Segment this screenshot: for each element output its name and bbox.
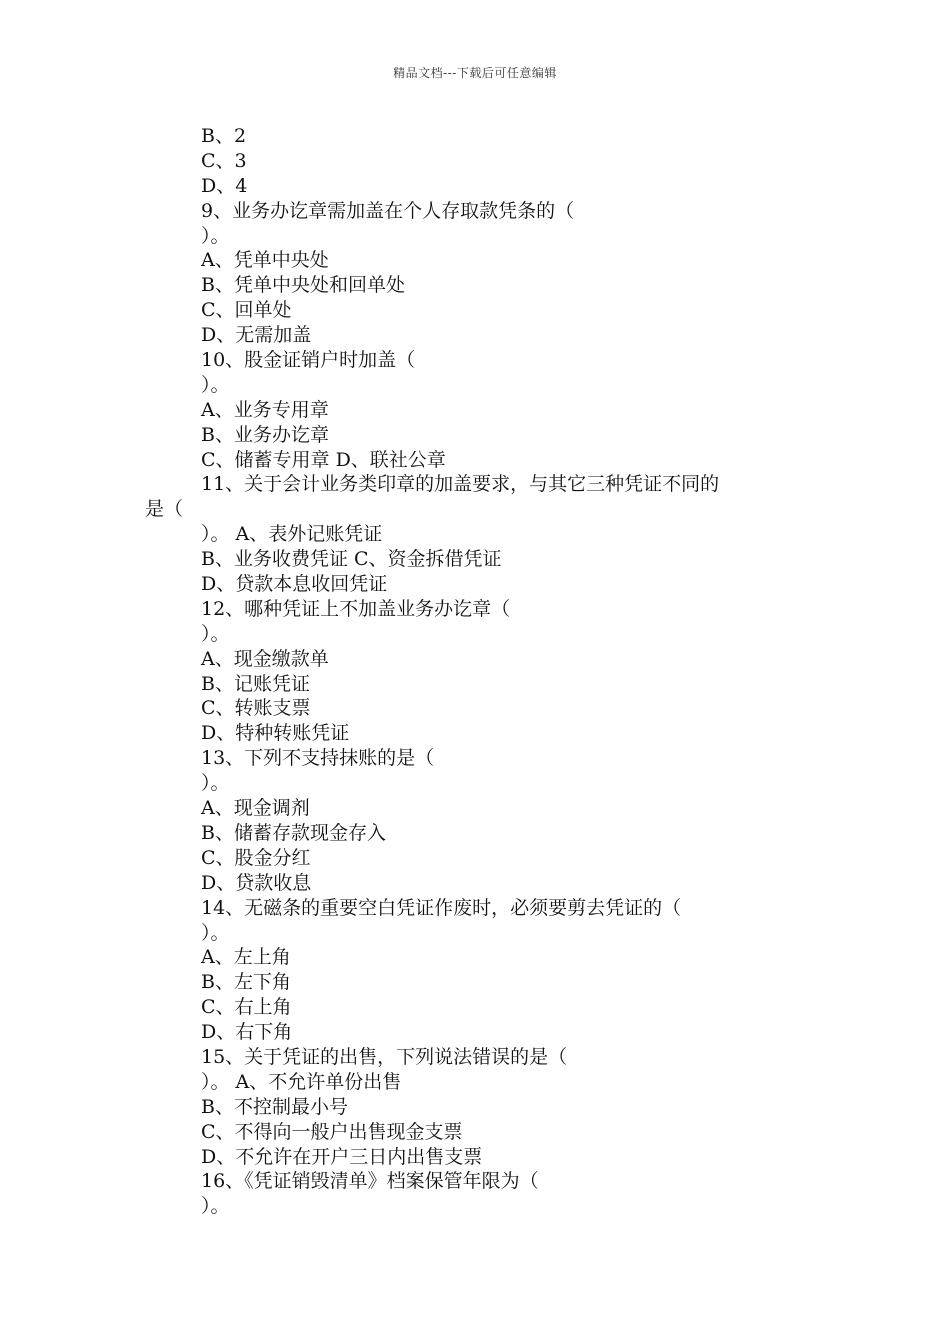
text-line: ）。	[201, 921, 230, 944]
text-line: ）。	[201, 772, 230, 795]
text-line: B、不控制最小号	[201, 1095, 348, 1118]
text-line: 11、关于会计业务类印章的加盖要求，与其它三种凭证不同的	[201, 473, 720, 496]
text-line: ）。	[201, 622, 230, 645]
text-line: ）。 A、不允许单份出售	[201, 1070, 402, 1093]
text-line: A、现金调剂	[201, 797, 310, 820]
text-line: D、不允许在开户三日内出售支票	[201, 1145, 483, 1168]
text-line: ）。 A、表外记账凭证	[201, 523, 383, 546]
text-line: 16、《凭证销毁清单》档案保管年限为（	[201, 1170, 539, 1193]
text-line: B、左下角	[201, 971, 291, 994]
text-line: C、右上角	[201, 996, 292, 1019]
text-line: C、不得向一般户出售现金支票	[201, 1120, 463, 1143]
text-line: C、回单处	[201, 299, 292, 322]
text-line: B、2	[201, 125, 247, 147]
text-line: 10、股金证销户时加盖（	[201, 349, 416, 372]
text-line: A、凭单中央处	[201, 249, 329, 272]
text-line: 9、业务办讫章需加盖在个人存取款凭条的（	[201, 199, 575, 222]
text-line: B、储蓄存款现金存入	[201, 821, 386, 844]
text-line: A、左上角	[201, 946, 291, 969]
document-body	[145, 124, 825, 1219]
text-line: D、无需加盖	[201, 324, 312, 347]
text-line: D、贷款收息	[201, 871, 312, 894]
text-line: D、特种转账凭证	[201, 722, 350, 745]
text-line: B、业务收费凭证 C、资金拆借凭证	[201, 548, 502, 571]
text-line: 是（	[145, 498, 184, 521]
text-line: A、业务专用章	[201, 398, 329, 421]
text-line: C、转账支票	[201, 697, 311, 720]
text-line: B、业务办讫章	[201, 423, 329, 446]
text-line: C、储蓄专用章 D、联社公章	[201, 448, 446, 471]
text-line: 13、下列不支持抹账的是（	[201, 747, 435, 770]
text-line: 12、哪种凭证上不加盖业务办讫章（	[201, 597, 511, 620]
text-line: ）。	[201, 373, 230, 396]
text-line: D、4	[201, 174, 248, 197]
text-line: C、3	[201, 149, 247, 172]
text-line: D、右下角	[201, 1021, 293, 1044]
text-line: B、记账凭证	[201, 672, 310, 695]
page-header: 精品文档---下载后可任意编辑	[393, 66, 557, 80]
text-line: ）。	[201, 224, 230, 247]
text-line: D、贷款本息收回凭证	[201, 573, 388, 596]
text-line: ）。	[201, 1195, 230, 1218]
text-line: A、现金缴款单	[201, 647, 329, 670]
text-line: B、凭单中央处和回单处	[201, 274, 405, 297]
text-line: 14、无磁条的重要空白凭证作废时，必须要剪去凭证的（	[201, 896, 682, 919]
text-line: 15、关于凭证的出售，下列说法错误的是（	[201, 1045, 568, 1068]
text-line: C、股金分红	[201, 846, 311, 869]
